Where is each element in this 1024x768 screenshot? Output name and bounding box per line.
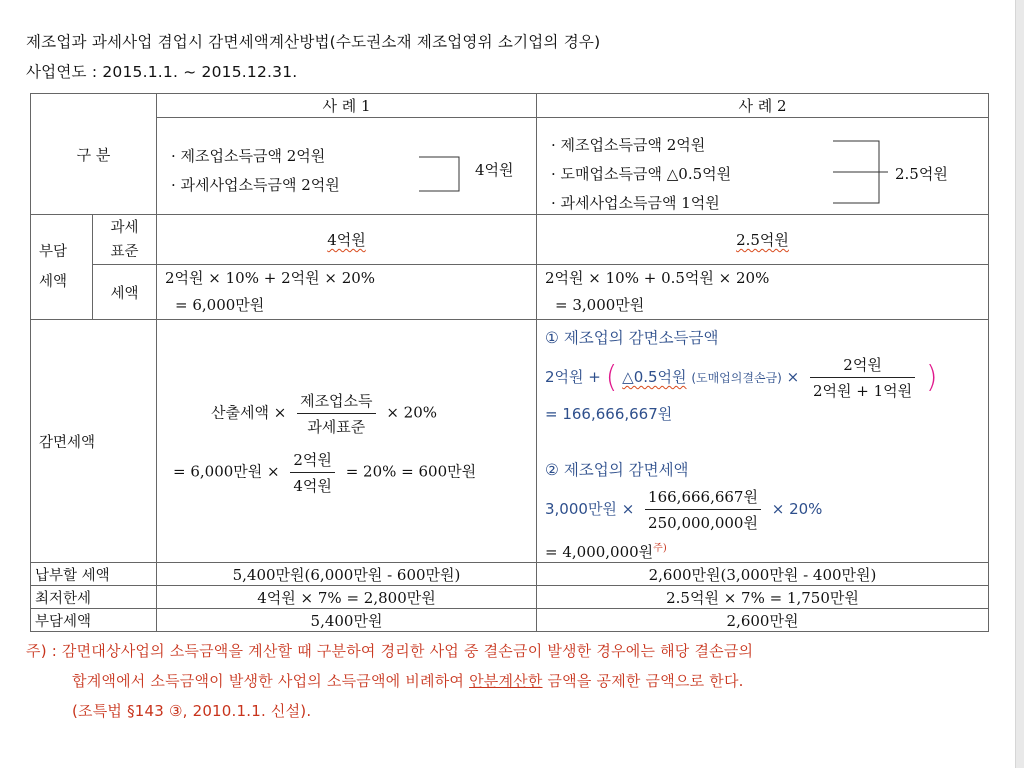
c2-step1-times: ×	[786, 368, 800, 386]
footnote-line3: (조특법 §143 ③, 2010.1.1. 신설).	[72, 702, 312, 720]
case1-tax-result: = 6,000만원	[175, 296, 265, 314]
case2-tax-base-value: 2.5억원	[736, 231, 789, 249]
c2-step1-den: 2억원 + 1억원	[812, 382, 913, 400]
payable-label: 납부할 세액	[31, 563, 157, 586]
c2-step2-result: = 4,000,000원	[545, 543, 654, 561]
case1-tax-base	[157, 215, 537, 265]
case1-tax-base-value: 4억원	[327, 231, 366, 249]
case2-total: 2.5억원	[895, 165, 948, 183]
c1-formula-suffix: × 20%	[386, 403, 437, 422]
case1-header: 사 례 1	[157, 94, 537, 118]
c2-step1-title: ① 제조업의 감면소득금액	[545, 329, 719, 347]
c1-fraction	[297, 390, 375, 437]
c2-step1-small: (도매업의결손금)	[691, 371, 782, 385]
burden-tax-label	[31, 215, 93, 320]
min-tax-label: 최저한세	[31, 586, 157, 609]
footnote-line2-underlined: 안분계산한	[469, 672, 543, 690]
footnote-line1: 주) : 감면대상사업의 소득금액을 계산할 때 구분하여 경리한 사업 중 결손금이 발생한 경우에는 해당 결손금의	[26, 642, 754, 660]
case2-reduction	[537, 320, 989, 563]
tax-label: 세액	[93, 265, 157, 320]
case1-min-tax: 4억원 × 7% = 2,800만원	[157, 586, 537, 609]
gubun-label: 구 분	[76, 145, 111, 164]
case2-header: 사 례 2	[537, 94, 989, 118]
case1-burden: 5,400만원	[157, 609, 537, 632]
c2-step1-fraction	[810, 354, 915, 401]
c2-step1-b: △0.5억원	[622, 368, 687, 386]
c1-line2-prefix: = 6,000만원 ×	[173, 462, 280, 481]
c2-step1-result: = 166,666,667원	[545, 405, 673, 423]
c2-step2-title: ② 제조업의 감면세액	[545, 461, 689, 479]
c2-step2-den: 250,000,000원	[648, 514, 758, 532]
c1-frac-num: 제조업소득	[297, 390, 375, 414]
window-scroll-edge	[1015, 0, 1024, 768]
case2-tax-base	[537, 215, 989, 265]
footnote-line2-a: 합계액에서 소득금액이 발생한 사업의 소득금액에 비례하여	[72, 672, 470, 690]
case1-bracket	[419, 156, 463, 192]
c1-line2-suffix: = 20% = 600만원	[345, 462, 477, 481]
c1-frac-den: 과세표준	[307, 418, 366, 436]
case2-tax	[537, 265, 989, 320]
footnote-line2-b: 금액을 공제한 금액으로 한다.	[542, 672, 744, 690]
case1-income-cell	[157, 118, 537, 215]
case2-item: · 과세사업소득금액 1억원	[551, 194, 720, 212]
open-paren-mark: (	[605, 360, 618, 395]
c2-step2-suffix: × 20%	[771, 500, 823, 518]
reduction-label: 감면세액	[31, 320, 157, 563]
close-paren-mark: )	[925, 360, 938, 395]
case2-min-tax: 2.5억원 × 7% = 1,750만원	[537, 586, 989, 609]
case1-tax	[157, 265, 537, 320]
case1-reduction	[157, 320, 537, 563]
c2-step1-num: 2억원	[810, 354, 915, 378]
case1-item: · 과세사업소득금액 2억원	[171, 176, 340, 194]
case2-tax-result: = 3,000만원	[555, 296, 645, 314]
tax-reduction-table	[30, 93, 989, 632]
case2-item: · 도매업소득금액 △0.5억원	[551, 165, 732, 183]
c2-step2-num: 166,666,667원	[645, 486, 761, 510]
burden-tax-text: 부담 세액	[39, 244, 68, 290]
case2-income-cell	[537, 118, 989, 215]
c2-step2-a: 3,000만원 ×	[545, 500, 635, 518]
c1-frac2-den: 4억원	[293, 477, 332, 495]
tax-base-label	[93, 215, 157, 265]
c2-step2-fraction	[645, 486, 761, 533]
case1-tax-formula: 2억원 × 10% + 2억원 × 20%	[165, 269, 376, 287]
c1-formula-prefix: 산출세액 ×	[211, 403, 287, 422]
case2-bracket	[833, 140, 889, 204]
document-title: 제조업과 과세사업 겸업시 감면세액계산방법(수도권소재 제조업영위 소기업의 경우)	[26, 33, 601, 51]
c2-step1-a: 2억원 +	[545, 368, 601, 386]
tax-base-text: 과세 표준	[110, 219, 139, 260]
case2-burden: 2,600만원	[537, 609, 989, 632]
gubun-cell	[31, 94, 157, 215]
c1-frac2-num: 2억원	[290, 449, 335, 473]
case1-payable: 5,400만원(6,000만원 - 600만원)	[157, 563, 537, 586]
case2-payable: 2,600만원(3,000만원 - 400만원)	[537, 563, 989, 586]
case1-total: 4억원	[475, 161, 514, 179]
case2-tax-formula: 2억원 × 10% + 0.5억원 × 20%	[545, 269, 770, 287]
c1-fraction2	[290, 449, 335, 496]
burden-label: 부담세액	[31, 609, 157, 632]
footnote-line2	[72, 670, 744, 691]
business-year: 사업연도 : 2015.1.1. ~ 2015.12.31.	[26, 63, 298, 81]
case1-item: · 제조업소득금액 2억원	[171, 147, 326, 165]
c2-note-mark: 주)	[653, 543, 667, 554]
case2-item: · 제조업소득금액 2억원	[551, 136, 706, 154]
